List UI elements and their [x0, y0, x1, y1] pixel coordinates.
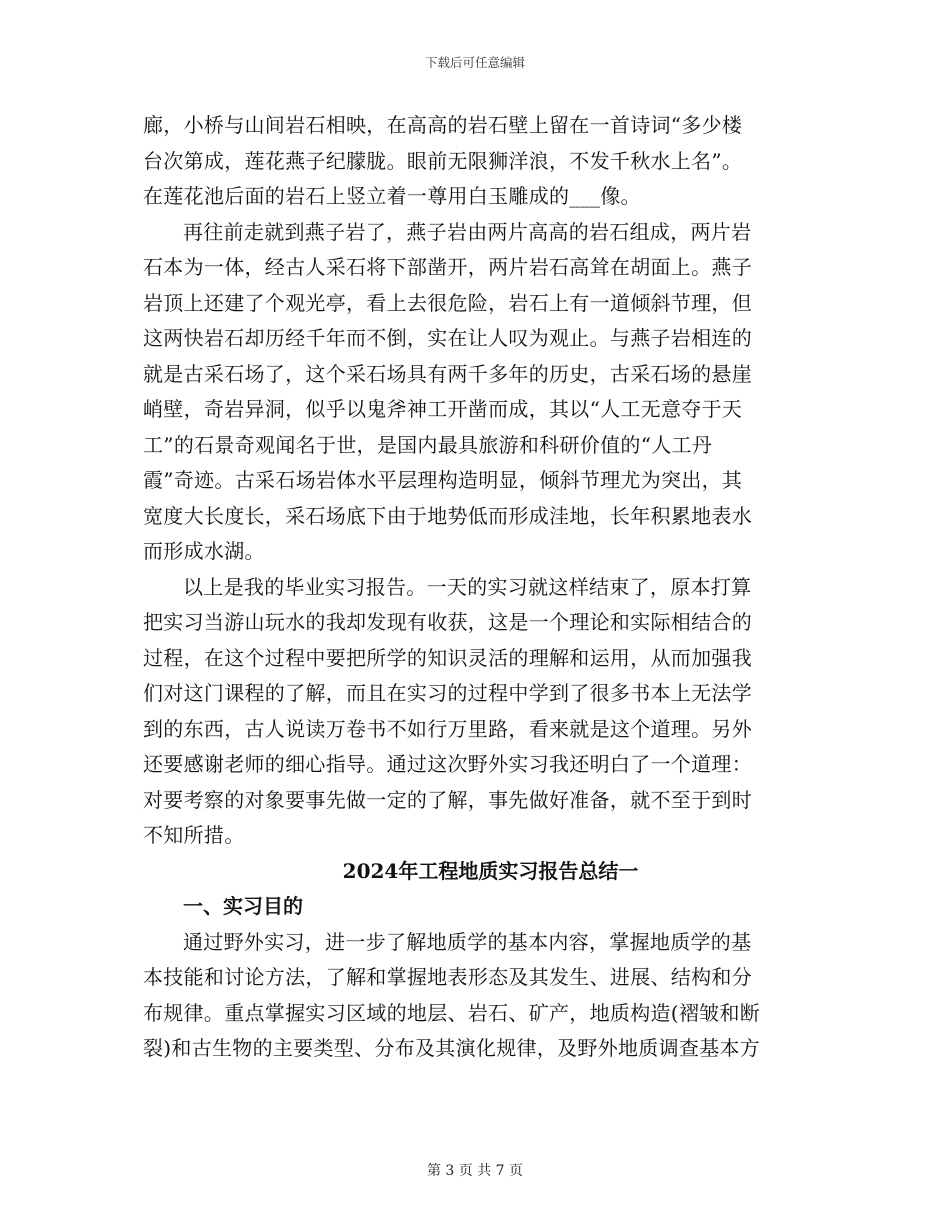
text-line: 对要考察的对象要事先做一定的了解，事先做好准备，就不至于到时	[143, 787, 752, 812]
text-line: 还要感谢老师的细心指导。通过这次野外实习我还明白了一个道理：	[143, 752, 752, 776]
text-line: 石本为一体，经古人采石将下部凿开，两片岩石高耸在胡面上。燕子	[143, 255, 752, 279]
section-title: 2024年工程地质实习报告总结一	[342, 858, 639, 883]
text-line: 岩顶上还建了个观光亭，看上去很危险，岩石上有一道倾斜节理，但	[143, 290, 752, 315]
document-body	[143, 108, 808, 1067]
text-line: 到的东西，古人说读万卷书不如行万里路，看来就是这个道理。另外	[143, 716, 752, 741]
text-line: 工”的石景奇观闻名于世，是国内最具旅游和科研价值的“人工丹	[143, 432, 713, 457]
page-number: 第 3 页 共 7 页	[426, 1163, 524, 1179]
text-line: 本技能和讨论方法，了解和掌握地表形态及其发生、进展、结构和分	[143, 965, 752, 989]
text-line: 布规律。重点掌握实习区域的地层、岩石、矿产，地质构造(褶皱和断	[143, 1000, 761, 1025]
text-line: 再往前走就到燕子岩了，燕子岩由两片高高的岩石组成，两片岩	[183, 219, 752, 244]
text-line: 廊，小桥与山间岩石相映，在高高的岩石壁上留在一首诗词“多少楼	[143, 113, 743, 137]
text-line: 霞”奇迹。古采石场岩体水平层理构造明显，倾斜节理尤为突出，其	[143, 468, 743, 492]
paragraph-conclusion	[143, 570, 808, 854]
text-line: 宽度大长度长，采石场底下由于地势低而形成洼地，长年积累地表水	[143, 503, 752, 528]
text-line: 不知所措。	[143, 823, 245, 847]
paragraph-purpose	[143, 925, 808, 1067]
text-line: 们对这门课程的了解，而且在实习的过程中学到了很多书本上无法学	[143, 681, 752, 705]
paragraph-lotus-pond	[143, 108, 808, 215]
text-line: 以上是我的毕业实习报告。一天的实习就这样结束了，原本打算	[183, 574, 752, 599]
text-line: 就是古采石场了，这个采石场具有两千多年的历史，古采石场的悬崖	[143, 361, 752, 386]
text-line: 在莲花池后面的岩石上竖立着一尊用白玉雕成的___像。	[143, 184, 641, 208]
text-line: 通过野外实习，进一步了解地质学的基本内容，掌握地质学的基	[183, 929, 752, 954]
text-line: 把实习当游山玩水的我却发现有收获，这是一个理论和实际相结合的	[143, 610, 752, 634]
text-line: 过程，在这个过程中要把所学的知识灵活的理解和运用，从而加强我	[143, 645, 752, 670]
paragraph-swallow-rock	[143, 215, 808, 570]
section-heading: 一、实习目的	[183, 894, 303, 918]
text-line: 台次第成，莲花燕子纪朦胧。眼前无限狮洋浪，不发千秋水上名”。	[143, 148, 743, 173]
header-note: 下载后可任意编辑	[424, 55, 525, 70]
text-line: 峭壁，奇岩异洞，似乎以鬼斧神工开凿而成，其以“人工无意夺于天	[143, 397, 743, 421]
text-line: 这两快岩石却历经千年而不倒，实在让人叹为观止。与燕子岩相连的	[143, 326, 752, 350]
text-line: 裂)和古生物的主要类型、分布及其演化规律，及野外地质调查基本方	[143, 1036, 761, 1060]
text-line: 而形成水湖。	[143, 539, 265, 563]
